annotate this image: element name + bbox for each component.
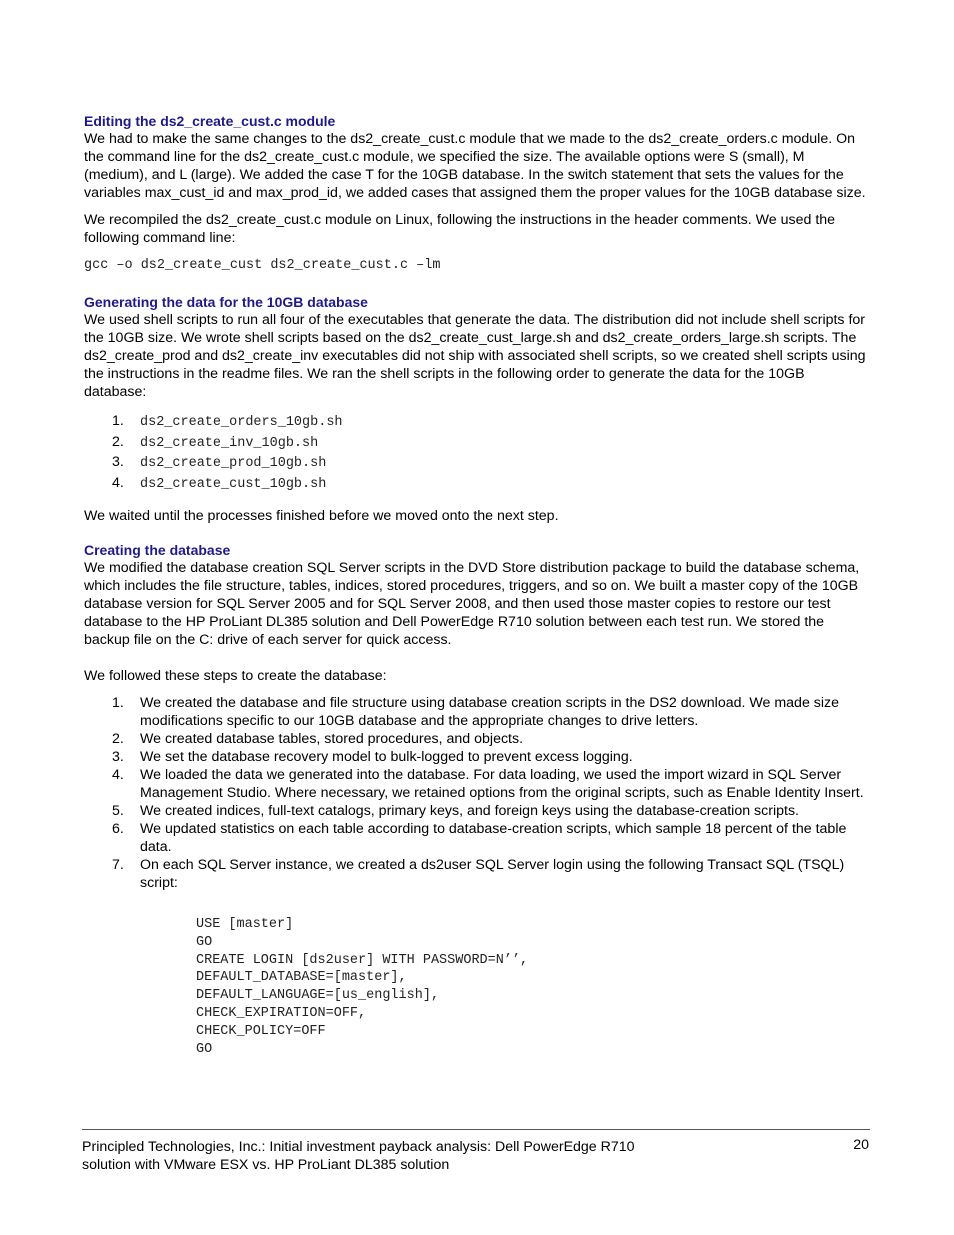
section1-paragraph-2: We recompiled the ds2_create_cust.c module on Linux, following the instructions in the header comments. We used the following command line:	[84, 212, 836, 246]
list-item	[84, 730, 869, 748]
step-text: We updated statistics on each table according to database-creation scripts, which sample 18 percent of the table data.	[140, 821, 847, 855]
list-number: 6.	[112, 821, 124, 837]
script-list	[84, 412, 869, 494]
list-item	[84, 820, 869, 856]
list-number: 3.	[112, 454, 124, 470]
script-name: ds2_create_cust_10gb.sh	[140, 476, 327, 492]
code-line: USE [master]	[196, 917, 294, 932]
list-item	[84, 412, 869, 433]
list-item	[84, 453, 869, 474]
list-number: 2.	[112, 731, 124, 747]
list-number: 7.	[112, 857, 124, 873]
list-item	[84, 694, 869, 730]
section-heading-generating-data: Generating the data for the 10GB database	[84, 294, 368, 310]
list-item	[84, 802, 869, 820]
section2-paragraph-2: We waited until the processes finished before we moved onto the next step.	[84, 508, 559, 524]
compile-command: gcc –o ds2_create_cust ds2_create_cust.c –lm	[84, 258, 441, 273]
list-number: 4.	[112, 767, 124, 783]
code-line: CHECK_EXPIRATION=OFF,	[196, 1005, 367, 1021]
list-item	[84, 433, 869, 454]
step-text: We created database tables, stored procedures, and objects.	[140, 731, 524, 747]
section-heading-editing-module: Editing the ds2_create_cust.c module	[84, 113, 336, 129]
script-name: ds2_create_orders_10gb.sh	[140, 415, 343, 430]
tsql-script	[196, 916, 869, 1058]
list-number: 3.	[112, 749, 124, 765]
footer-text	[82, 1138, 762, 1174]
script-name: ds2_create_prod_10gb.sh	[140, 456, 327, 471]
list-item	[84, 748, 869, 766]
list-number: 1.	[112, 695, 124, 711]
section-heading-creating-database: Creating the database	[84, 542, 231, 558]
section2-paragraph-1: We used shell scripts to run all four of the executables that generate the data. The distribution did not include shell scripts for the 10GB size. We wrote shell scripts based on the ds2_create_cust_large.sh and ds2_create_orders_large.sh scripts. The ds2_create_prod and ds2_create_inv executables did not ship with associated shell scripts, so we created shell scripts using the instructions in the readme files. We ran the shell scripts in the following order to generate the data for the 10GB database:	[84, 312, 866, 400]
list-item	[84, 856, 869, 892]
page-number: 20	[853, 1137, 869, 1153]
list-number: 2.	[112, 433, 124, 450]
list-number: 1.	[112, 413, 124, 429]
code-line: GO	[196, 934, 213, 950]
page-content	[84, 113, 869, 1058]
code-line: CHECK_POLICY=OFF	[196, 1023, 326, 1039]
section3-paragraph-2: We followed these steps to create the database:	[84, 668, 387, 684]
list-item	[84, 474, 869, 495]
section1-paragraph-1: We had to make the same changes to the ds2_create_cust.c module that we made to the ds2_create_orders.c module. On the command line for the ds2_create_cust.c module, we specified the size. The available options were S (small), M (medium), and L (large). We added the case T for the 10GB database. In the switch statement that sets the values for the variables max_cust_id and max_prod_id, we added cases that assigned them the proper values for the 10GB database size.	[84, 131, 866, 201]
list-item	[84, 766, 869, 802]
step-text: On each SQL Server instance, we created a ds2user SQL Server login using the following Transact SQL (TSQL) script:	[140, 857, 845, 891]
database-steps-list	[84, 694, 869, 892]
footer-divider	[82, 1129, 870, 1130]
code-line: DEFAULT_DATABASE=[master],	[196, 970, 407, 986]
step-text: We created the database and file structure using database creation scripts in the DS2 download. We made size modifications specific to our 10GB database and the appropriate changes to drive letters.	[140, 695, 840, 729]
footer-line-1: Principled Technologies, Inc.: Initial investment payback analysis: Dell PowerEdge R710	[82, 1139, 635, 1155]
section3-paragraph-1: We modified the database creation SQL Server scripts in the DVD Store distribution package to build the database schema, which includes the file structure, tables, indices, stored procedures, triggers, and so on. We built a master copy of the 10GB database version for SQL Server 2005 and for SQL Server 2008, and then used those master copies to restore our test database to the HP ProLiant DL385 solution and Dell PowerEdge R710 solution between each test run. We stored the backup file on the C: drive of each server for quick access.	[84, 560, 860, 648]
script-name: ds2_create_inv_10gb.sh	[140, 435, 319, 451]
step-text: We loaded the data we generated into the database. For data loading, we used the import wizard in SQL Server Management Studio. Where necessary, we retained options from the original scripts, such as Enable Identity Insert.	[140, 767, 864, 801]
footer-line-2: solution with VMware ESX vs. HP ProLiant DL385 solution	[82, 1157, 450, 1173]
step-text: We created indices, full-text catalogs, primary keys, and foreign keys using the database-creation scripts.	[140, 803, 799, 819]
code-line: DEFAULT_LANGUAGE=[us_english],	[196, 988, 440, 1004]
list-number: 4.	[112, 474, 124, 491]
step-text: We set the database recovery model to bulk-logged to prevent excess logging.	[140, 749, 633, 765]
code-line: GO	[196, 1041, 213, 1057]
list-number: 5.	[112, 803, 124, 819]
code-line: CREATE LOGIN [ds2user] WITH PASSWORD=N’’,	[196, 952, 529, 968]
